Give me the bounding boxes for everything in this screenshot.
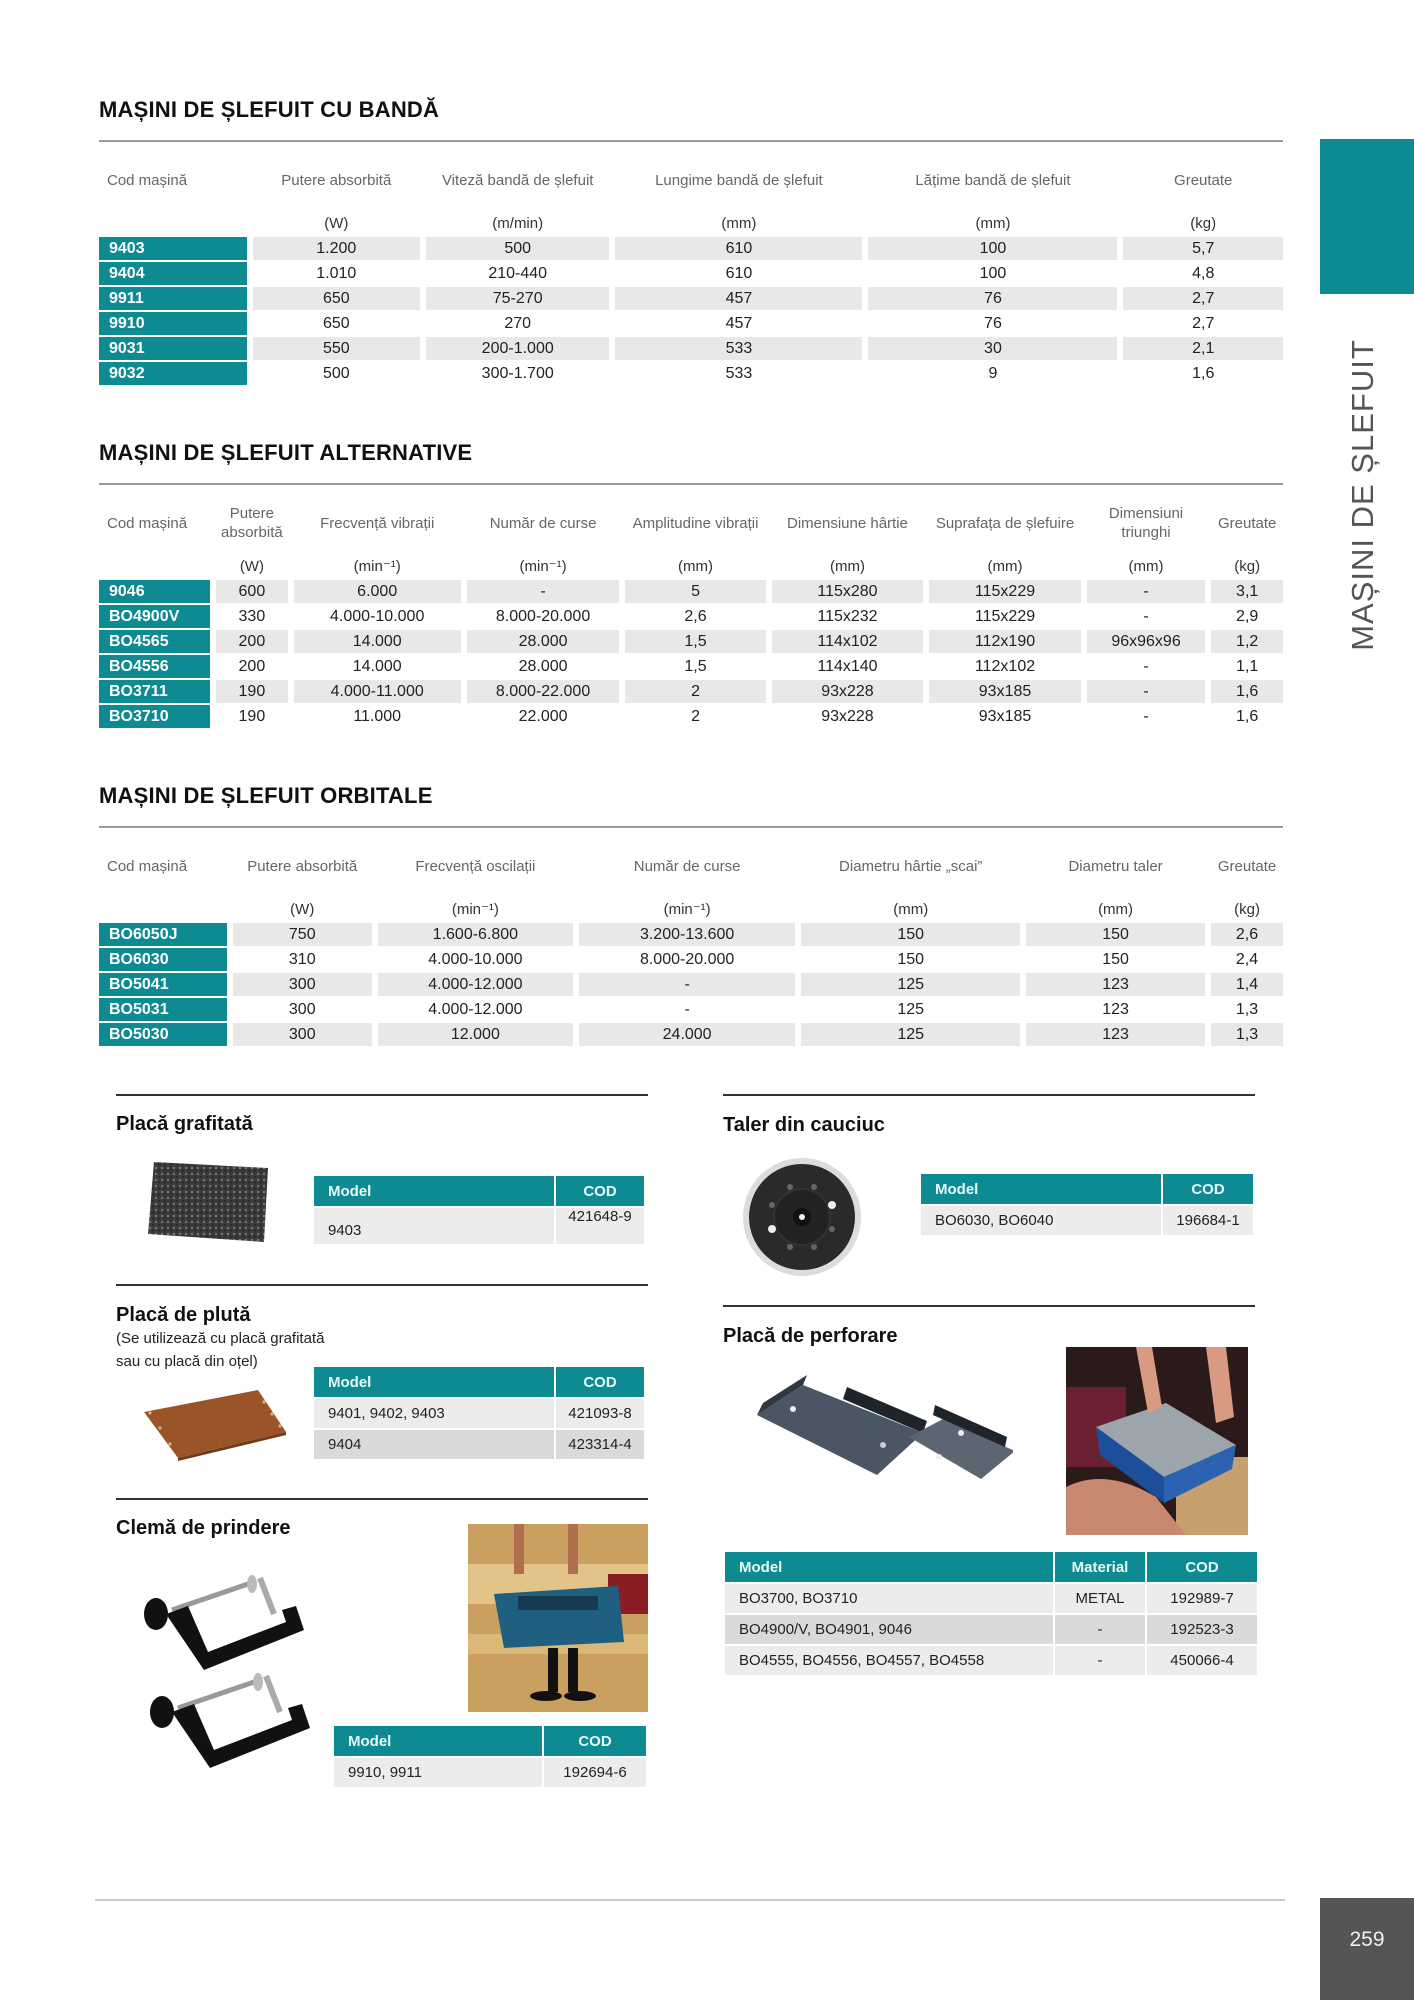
spec-cell: 1,2 (1211, 630, 1283, 653)
table-row (99, 580, 1283, 603)
section-divider (99, 140, 1283, 142)
block-title: Placă grafitată (116, 1113, 253, 1135)
header-row (99, 840, 1283, 892)
spec-cell: 76 (868, 287, 1117, 310)
section-title: MAȘINI DE ȘLEFUIT CU BANDĂ (99, 97, 440, 122)
spec-cell: 1,4 (1211, 973, 1283, 996)
spec-cell: 5,7 (1123, 237, 1283, 260)
orbital-sanders-table (93, 838, 1289, 1048)
spec-cell: 114x102 (772, 630, 924, 653)
spec-cell: 300 (233, 973, 372, 996)
spec-cell: 4.000-11.000 (294, 680, 461, 703)
cork-plate-block (116, 1284, 648, 1484)
col-header: Lungime bandă de șlefuit (655, 171, 823, 189)
model-code-cell: BO3711 (99, 680, 210, 703)
rubber-pad-block (723, 1094, 1255, 1304)
spec-cell: 123 (1102, 1001, 1129, 1018)
spec-cell: - (1087, 680, 1206, 703)
block-divider (116, 1498, 648, 1500)
spec-cell: 457 (615, 287, 862, 310)
spec-cell: 2,1 (1123, 337, 1283, 360)
unit-cell: (min⁻¹) (353, 558, 401, 575)
col-header: Model (921, 1174, 1161, 1204)
table-row (99, 630, 1283, 653)
cod-cell: 423314-4 (556, 1430, 644, 1459)
spec-cell: 200 (216, 630, 288, 653)
spec-cell: 2,6 (1211, 923, 1283, 946)
graphite-plate-table (312, 1174, 646, 1246)
col-header: Cod mașină (107, 857, 188, 875)
unit-cell (99, 551, 210, 578)
spec-cell: 14.000 (294, 630, 461, 653)
spec-cell: 500 (322, 365, 350, 382)
section-title: MAȘINI DE ȘLEFUIT ORBITALE (99, 783, 433, 808)
col-header: Diametru hârtie „scai” (839, 857, 983, 875)
spec-cell: 210-440 (488, 265, 548, 282)
col-header: Număr de curse (633, 857, 741, 875)
footer-divider (95, 1899, 1285, 1901)
table-row (99, 262, 1283, 285)
block-divider (723, 1305, 1255, 1307)
col-header: Model (314, 1176, 554, 1206)
col-header: Suprafața de șlefuire (935, 514, 1075, 532)
unit-cell: (W) (324, 215, 349, 232)
cod-cell: 196684-1 (1163, 1206, 1253, 1235)
punch-plate-block (723, 1305, 1255, 1685)
col-header: Putere absorbită (281, 171, 392, 189)
orbital-sanders-section (99, 783, 1283, 1048)
spec-cell: 650 (322, 315, 350, 332)
spec-cell: - (1143, 708, 1149, 725)
table-row (314, 1208, 644, 1244)
model-cell: BO3700, BO3710 (725, 1584, 1053, 1613)
spec-cell: 12.000 (378, 1023, 573, 1046)
spec-cell: 300-1.700 (481, 365, 554, 382)
col-header: Model (314, 1367, 554, 1397)
cod-cell: 450066-4 (1147, 1646, 1257, 1675)
table-row (725, 1615, 1257, 1644)
graphite-plate-image (148, 1160, 270, 1244)
unit-cell (99, 208, 247, 235)
table-row (99, 680, 1283, 703)
spec-cell: - (467, 580, 620, 603)
unit-cell: (kg) (1234, 901, 1260, 918)
spec-cell: 190 (216, 680, 288, 703)
spec-cell: 9 (988, 365, 998, 382)
header-row (99, 497, 1283, 549)
spec-cell: 550 (253, 337, 420, 360)
spec-cell: 123 (1026, 1023, 1205, 1046)
spec-cell: 125 (897, 1001, 925, 1018)
model-cell: BO4555, BO4556, BO4557, BO4558 (725, 1646, 1053, 1675)
cod-cell: 192694-6 (544, 1758, 646, 1787)
unit-cell: (mm) (829, 558, 865, 575)
clamp-in-use-photo (468, 1524, 648, 1712)
spec-cell: 112x102 (974, 658, 1036, 675)
col-header: Dimensiuni triunghi (1108, 505, 1184, 541)
table-row (99, 605, 1283, 628)
spec-cell: 93x185 (929, 680, 1080, 703)
spec-cell: 4,8 (1192, 265, 1215, 282)
model-code-cell: BO4556 (99, 655, 210, 678)
spec-cell: 93x185 (978, 708, 1032, 725)
col-header: Viteză bandă de șlefuit (441, 171, 594, 189)
spec-cell: 600 (216, 580, 288, 603)
col-header: COD (544, 1726, 646, 1756)
table-row (99, 287, 1283, 310)
spec-cell: 2,9 (1236, 608, 1259, 625)
table-row (99, 923, 1283, 946)
spec-cell: 1,6 (1211, 680, 1283, 703)
block-title: Placă de plută (116, 1304, 251, 1326)
spec-cell: 150 (801, 923, 1020, 946)
spec-cell: 11.000 (353, 708, 402, 725)
table-row (99, 973, 1283, 996)
punch-plate-image (743, 1375, 1013, 1515)
spec-cell: 96x96x96 (1087, 630, 1206, 653)
table-row (314, 1430, 644, 1459)
spec-cell: 115x280 (772, 580, 924, 603)
punch-plate-in-use-photo (1066, 1347, 1248, 1535)
spec-cell: - (1143, 658, 1149, 675)
material-cell: - (1055, 1646, 1145, 1675)
table-row (99, 237, 1283, 260)
model-cell: BO6030, BO6040 (921, 1206, 1161, 1235)
clamp-image (136, 1570, 326, 1780)
spec-cell: 300 (233, 1023, 372, 1046)
spec-cell: 2,4 (1235, 951, 1259, 968)
spec-cell: 2 (625, 680, 765, 703)
spec-cell: 125 (801, 1023, 1020, 1046)
spec-cell: 30 (868, 337, 1117, 360)
spec-cell: 1.200 (253, 237, 420, 260)
spec-cell: 14.000 (352, 658, 402, 675)
unit-row (99, 894, 1283, 921)
punch-plate-table (723, 1550, 1259, 1677)
model-code-cell: BO4565 (99, 630, 210, 653)
table-row (99, 705, 1283, 728)
table-row (99, 362, 1283, 385)
unit-row (99, 208, 1283, 235)
spec-cell: 22.000 (518, 708, 568, 725)
page-number: 259 (1320, 1898, 1414, 2000)
spec-cell: 3.200-13.600 (579, 923, 796, 946)
model-code-cell: BO6030 (99, 948, 227, 971)
model-code-cell: 9032 (99, 362, 247, 385)
table-row (725, 1646, 1257, 1675)
finishing-sanders-section (99, 440, 1283, 730)
col-header: Amplitudine vibrații (632, 514, 759, 532)
sidebar-category-label (1338, 330, 1388, 660)
spec-cell: 100 (979, 265, 1007, 282)
col-header: Material (1055, 1552, 1145, 1582)
block-title: Clemă de prindere (116, 1517, 291, 1539)
cod-cell: 192523-3 (1147, 1615, 1257, 1644)
spec-cell: 1,3 (1211, 1023, 1283, 1046)
col-header: Putere absorbită (221, 505, 283, 541)
spec-cell: 115x232 (817, 608, 878, 625)
spec-cell: 123 (1026, 973, 1205, 996)
unit-cell: (min⁻¹) (519, 558, 567, 575)
rubber-pad-table (919, 1172, 1255, 1237)
model-code-cell: BO5030 (99, 1023, 227, 1046)
section-divider (99, 483, 1283, 485)
col-header: COD (1163, 1174, 1253, 1204)
sidebar-accent-block (1320, 139, 1414, 294)
clamp-block (116, 1498, 648, 1798)
spec-cell: 2,7 (1123, 287, 1283, 310)
spec-cell: 5 (625, 580, 765, 603)
col-header: Frecvență oscilații (415, 857, 536, 875)
model-cell: 9401, 9402, 9403 (314, 1399, 554, 1428)
spec-cell: 650 (253, 287, 420, 310)
model-code-cell: BO5041 (99, 973, 227, 996)
model-code-cell: 9403 (99, 237, 247, 260)
belt-sanders-section (99, 97, 1283, 387)
spec-cell: - (1087, 580, 1206, 603)
table-row (99, 337, 1283, 360)
model-code-cell: 9910 (99, 312, 247, 335)
spec-cell: 1.600-6.800 (378, 923, 573, 946)
spec-cell: - (684, 1001, 690, 1018)
spec-cell: 150 (1026, 923, 1205, 946)
unit-cell: (mm) (1128, 558, 1164, 575)
table-row (99, 998, 1283, 1021)
col-header: COD (556, 1367, 644, 1397)
spec-cell: 76 (984, 315, 1002, 332)
block-divider (116, 1094, 648, 1096)
spec-cell: 8.000-20.000 (639, 951, 735, 968)
table-row (314, 1399, 644, 1428)
spec-cell: 4.000-12.000 (428, 1001, 523, 1018)
spec-cell: 610 (615, 237, 862, 260)
spec-cell: 330 (238, 608, 266, 625)
model-code-cell: BO6050J (99, 923, 227, 946)
header-row (99, 154, 1283, 206)
col-header: Model (725, 1552, 1053, 1582)
col-header: COD (1147, 1552, 1257, 1582)
model-code-cell: 9031 (99, 337, 247, 360)
spec-cell: 93x228 (821, 708, 874, 725)
spec-cell: 310 (288, 951, 316, 968)
spec-cell: 150 (1102, 951, 1129, 968)
col-header: Cod mașină (107, 514, 188, 532)
table-row (99, 948, 1283, 971)
model-code-cell: BO3710 (99, 705, 210, 728)
spec-cell: 610 (725, 265, 753, 282)
spec-cell: 4.000-10.000 (330, 608, 425, 625)
unit-cell: (mm) (678, 558, 714, 575)
model-code-cell: BO4900V (99, 605, 210, 628)
model-code-cell: 9046 (99, 580, 210, 603)
spec-cell: 2,6 (684, 608, 707, 625)
spec-cell: 1,5 (684, 658, 707, 675)
unit-cell: (min⁻¹) (663, 901, 711, 918)
unit-cell (99, 894, 227, 921)
col-header: COD (556, 1176, 644, 1206)
spec-cell: 1.010 (316, 265, 357, 282)
spec-cell: 750 (233, 923, 372, 946)
col-header: Greutate (1217, 514, 1277, 532)
model-cell: BO4900/V, BO4901, 9046 (725, 1615, 1053, 1644)
unit-cell: (m/min) (492, 215, 544, 232)
block-divider (723, 1094, 1255, 1096)
spec-cell: 114x140 (817, 658, 878, 675)
cork-plate-table (312, 1365, 646, 1461)
col-header: Cod mașină (107, 171, 188, 189)
rubber-pad-image (741, 1156, 863, 1278)
col-header: Greutate (1174, 171, 1233, 189)
unit-cell: (mm) (893, 901, 929, 918)
unit-cell: (kg) (1190, 215, 1217, 232)
col-header: Diametru taler (1068, 857, 1163, 875)
table-row (921, 1206, 1253, 1235)
spec-cell: 24.000 (579, 1023, 796, 1046)
unit-cell: (W) (239, 558, 264, 575)
unit-cell: (mm) (987, 558, 1023, 575)
material-cell: - (1055, 1615, 1145, 1644)
block-title: Placă de perforare (723, 1325, 898, 1347)
spec-cell: 1,6 (1236, 708, 1259, 725)
spec-cell: 75-270 (426, 287, 609, 310)
spec-cell: 112x190 (929, 630, 1080, 653)
clamp-table (332, 1724, 648, 1789)
block-divider (116, 1284, 648, 1286)
section-title: MAȘINI DE ȘLEFUIT ALTERNATIVE (99, 440, 473, 465)
block-title: Taler din cauciuc (723, 1114, 885, 1136)
block-note-line: sau cu placă din oțel) (116, 1353, 258, 1370)
spec-cell: 200-1.000 (426, 337, 609, 360)
col-header: Dimensiune hârtie (787, 514, 908, 532)
spec-cell: 1,5 (625, 630, 765, 653)
cod-cell: 421093-8 (556, 1399, 644, 1428)
model-cell: 9403 (314, 1208, 554, 1244)
model-code-cell: 9911 (99, 287, 247, 310)
unit-cell: (W) (290, 901, 315, 918)
spec-cell: 533 (725, 365, 753, 382)
spec-cell: 6.000 (294, 580, 461, 603)
unit-cell: (min⁻¹) (451, 901, 499, 918)
table-row (725, 1584, 1257, 1613)
spec-cell: 2 (691, 708, 700, 725)
model-cell: 9404 (314, 1430, 554, 1459)
spec-cell: 8.000-22.000 (467, 680, 620, 703)
table-row (99, 655, 1283, 678)
spec-cell: 200 (238, 658, 266, 675)
col-header: Lățime bandă de șlefuit (915, 171, 1071, 189)
section-divider (99, 826, 1283, 828)
spec-cell: 190 (238, 708, 266, 725)
unit-cell: (mm) (721, 215, 757, 232)
table-row (334, 1758, 646, 1787)
spec-cell: 4.000-12.000 (378, 973, 573, 996)
model-code-cell: BO5031 (99, 998, 227, 1021)
spec-cell: 457 (725, 315, 753, 332)
belt-sanders-table (93, 152, 1289, 387)
spec-cell: 93x228 (772, 680, 924, 703)
spec-cell: 1,1 (1236, 658, 1259, 675)
spec-cell: 150 (897, 951, 925, 968)
table-row (99, 1023, 1283, 1046)
sidebar-category-text: MAȘINI DE ȘLEFUIT (1345, 339, 1380, 651)
col-header: Model (334, 1726, 542, 1756)
spec-cell: 28.000 (518, 658, 568, 675)
cod-cell: 192989-7 (1147, 1584, 1257, 1613)
spec-cell: 300 (288, 1001, 316, 1018)
model-cell: 9910, 9911 (334, 1758, 542, 1787)
cork-plate-image (140, 1386, 290, 1462)
model-code-cell: 9404 (99, 262, 247, 285)
spec-cell: 270 (504, 315, 532, 332)
table-row (99, 312, 1283, 335)
cod-cell: 421648-9 (556, 1208, 644, 1244)
spec-cell: 8.000-20.000 (495, 608, 591, 625)
graphite-plate-block (116, 1094, 648, 1284)
unit-cell: (mm) (1098, 901, 1134, 918)
spec-cell: - (1143, 608, 1149, 625)
block-note-line: (Se utilizează cu placă grafitată (116, 1330, 325, 1347)
col-header: Greutate (1217, 857, 1277, 875)
col-header: Frecvență vibrații (320, 514, 435, 532)
spec-cell: 1,6 (1192, 365, 1215, 382)
unit-cell: (kg) (1234, 558, 1261, 575)
spec-cell: 500 (426, 237, 609, 260)
spec-cell: 115x229 (929, 580, 1080, 603)
spec-cell: 115x229 (974, 608, 1036, 625)
col-header: Număr de curse (489, 514, 597, 532)
spec-cell: 125 (801, 973, 1020, 996)
unit-row (99, 551, 1283, 578)
spec-cell: 2,7 (1192, 315, 1215, 332)
spec-cell: 3,1 (1211, 580, 1283, 603)
finishing-sanders-table (93, 495, 1289, 730)
material-cell: METAL (1055, 1584, 1145, 1613)
spec-cell: 1,3 (1235, 1001, 1259, 1018)
col-header: Putere absorbită (247, 857, 358, 875)
spec-cell: 4.000-10.000 (428, 951, 523, 968)
unit-cell: (mm) (975, 215, 1011, 232)
spec-cell: - (579, 973, 796, 996)
spec-cell: 533 (615, 337, 862, 360)
spec-cell: 28.000 (467, 630, 620, 653)
spec-cell: 100 (868, 237, 1117, 260)
